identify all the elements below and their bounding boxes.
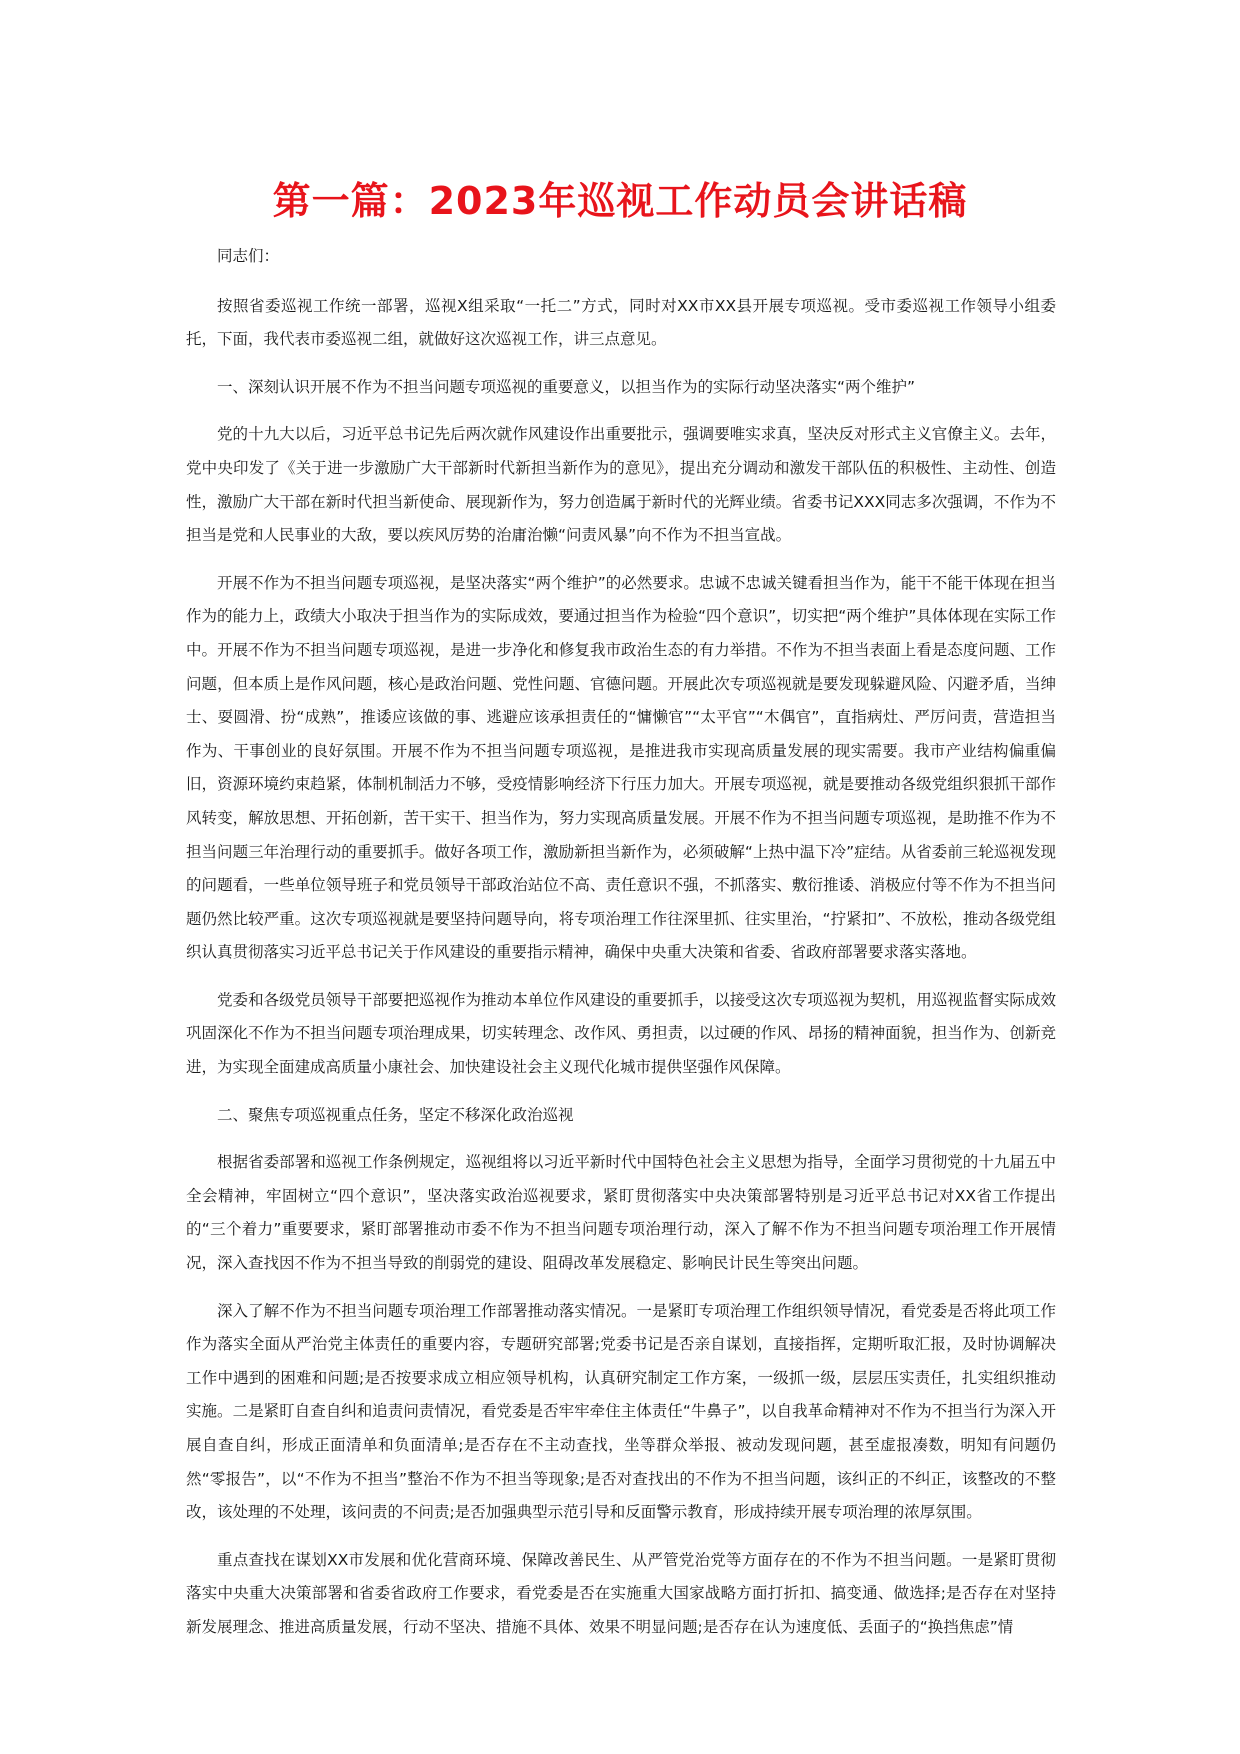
- section-heading-2: 二、聚焦专项巡视重点任务，坚定不移深化政治巡视: [217, 1105, 574, 1124]
- body-paragraph: 党委和各级党员领导干部要把巡视作为推动本单位作风建设的重要抓手，以接受这次专项巡视为契机，用巡视监督实际成效巩固深化不作为不担当问题专项治理成果，切实转理念、改作风、勇担责，以过硬的作风、昂扬的精神面貌，担当作为、创新竞进，为实现全面建成高质量小康社会、加快建设社会主义现代化城市提供坚强作风保障。: [186, 990, 1056, 1077]
- intro-paragraph: 按照省委巡视工作统一部署，巡视X组采取“一托二”方式，同时对XX市XX县开展专项巡视。受市委巡视工作领导小组委托，下面，我代表市委巡视二组，就做好这次巡视工作，讲三点意见。: [186, 296, 1056, 349]
- document-body: [186, 240, 1056, 1659]
- body-paragraph: 开展不作为不担当问题专项巡视，是坚决落实“两个维护”的必然要求。忠诚不忠诚关键看担当作为，能干不能干体现在担当作为的能力上，政绩大小取决于担当作为的实际成效，要通过担当作为检验“四个意识”，切实把“两个维护”具体体现在实际工作中。开展不作为不担当问题专项巡视，是进一步净化和修复我市政治生态的有力举措。不作为不担当表面上看是态度问题、工作问题，但本质上是作风问题，核心是政治问题、党性问题、官德问题。开展此次专项巡视就是要发现躲避风险、闪避矛盾，当绅士、耍圆滑、扮“成熟”，推诿应该做的事、逃避应该承担责任的“慵懒官”“太平官”“木偶官”，直指病灶、严厉问责，营造担当作为、干事创业的良好氛围。开展不作为不担当问题专项巡视，是推进我市实现高质量发展的现实需要。我市产业结构偏重偏旧，资源环境约束趋紧，体制机制活力不够，受疫情影响经济下行压力加大。开展专项巡视，就是要推动各级党组织狠抓干部作风转变，解放思想、开拓创新，苦干实干、担当作为，努力实现高质量发展。开展不作为不担当问题专项巡视，是助推不作为不担当问题三年治理行动的重要抓手。做好各项工作，激励新担当新作为，必须破解“上热中温下冷”症结。从省委前三轮巡视发现的问题看，一些单位领导班子和党员领导干部政治站位不高、责任意识不强，不抓落实、敷衍推诿、消极应付等不作为不担当问题仍然比较严重。这次专项巡视就是要坚持问题导向，将专项治理工作往深里抓、往实里治，“拧紧扣”、不放松，推动各级党组织认真贯彻落实习近平总书记关于作风建设的重要指示精神，确保中央重大决策和省委、省政府部署要求落实落地。: [186, 573, 1056, 962]
- salutation-paragraph: 同志们：: [217, 247, 280, 265]
- body-paragraph: 重点查找在谋划XX市发展和优化营商环境、保障改善民生、从严管党治党等方面存在的不作为不担当问题。一是紧盯贯彻落实中央重大决策部署和省委省政府工作要求，看党委是否在实施重大国家战略方面打折扣、搞变通、做选择;是否存在对坚持新发展理念、推进高质量发展，行动不坚决、措施不具体、效果不明显问题;是否存在认为速度低、丢面子的“换挡焦虑”情: [186, 1550, 1056, 1636]
- body-paragraph: 深入了解不作为不担当问题专项治理工作部署推动落实情况。一是紧盯专项治理工作组织领导情况，看党委是否将此项工作作为落实全面从严治党主体责任的重要内容，专题研究部署;党委书记是否亲自谋划，直接指挥，定期听取汇报，及时协调解决工作中遇到的困难和问题;是否按要求成立相应领导机构，认真研究制定工作方案，一级抓一级，层层压实责任，扎实组织推动实施。二是紧盯自查自纠和追责问责情况，看党委是否牢牢牵住主体责任“牛鼻子”，以自我革命精神对不作为不担当行为深入开展自查自纠，形成正面清单和负面清单;是否存在不主动查找，坐等群众举报、被动发现问题，甚至虚报凑数，明知有问题仍然“零报告”，以“不作为不担当”整治不作为不担当等现象;是否对查找出的不作为不担当问题，该纠正的不纠正，该整改的不整改，该处理的不处理，该问责的不问责;是否加强典型示范引导和反面警示教育，形成持续开展专项治理的浓厚氛围。: [186, 1301, 1056, 1522]
- body-paragraph: 根据省委部署和巡视工作条例规定，巡视组将以习近平新时代中国特色社会主义思想为指导，全面学习贯彻党的十九届五中全会精神，牢固树立“四个意识”，坚决落实政治巡视要求，紧盯贯彻落实中央决策部署特别是习近平总书记对XX省工作提出的“三个着力”重要要求，紧盯部署推动市委不作为不担当问题专项治理行动，深入了解不作为不担当问题专项治理工作开展情况，深入查找因不作为不担当导致的削弱党的建设、阻碍改革发展稳定、影响民计民生等突出问题。: [186, 1153, 1056, 1273]
- document-title: 第一篇：2023年巡视工作动员会讲话稿: [272, 179, 968, 223]
- section-heading-1: 一、深刻认识开展不作为不担当问题专项巡视的重要意义，以担当作为的实际行动坚决落实“两个维护”: [217, 377, 916, 396]
- body-paragraph: 党的十九大以后，习近平总书记先后两次就作风建设作出重要批示，强调要唯实求真，坚决反对形式主义官僚主义。去年，党中央印发了《关于进一步激励广大干部新时代新担当新作为的意见》，提出充分调动和激发干部队伍的积极性、主动性、创造性，激励广大干部在新时代担当新使命、展现新作为，努力创造属于新时代的光辉业绩。省委书记XXX同志多次强调，不作为不担当是党和人民事业的大敌，要以疾风厉势的治庸治懒“问责风暴”向不作为不担当宣战。: [186, 425, 1056, 545]
